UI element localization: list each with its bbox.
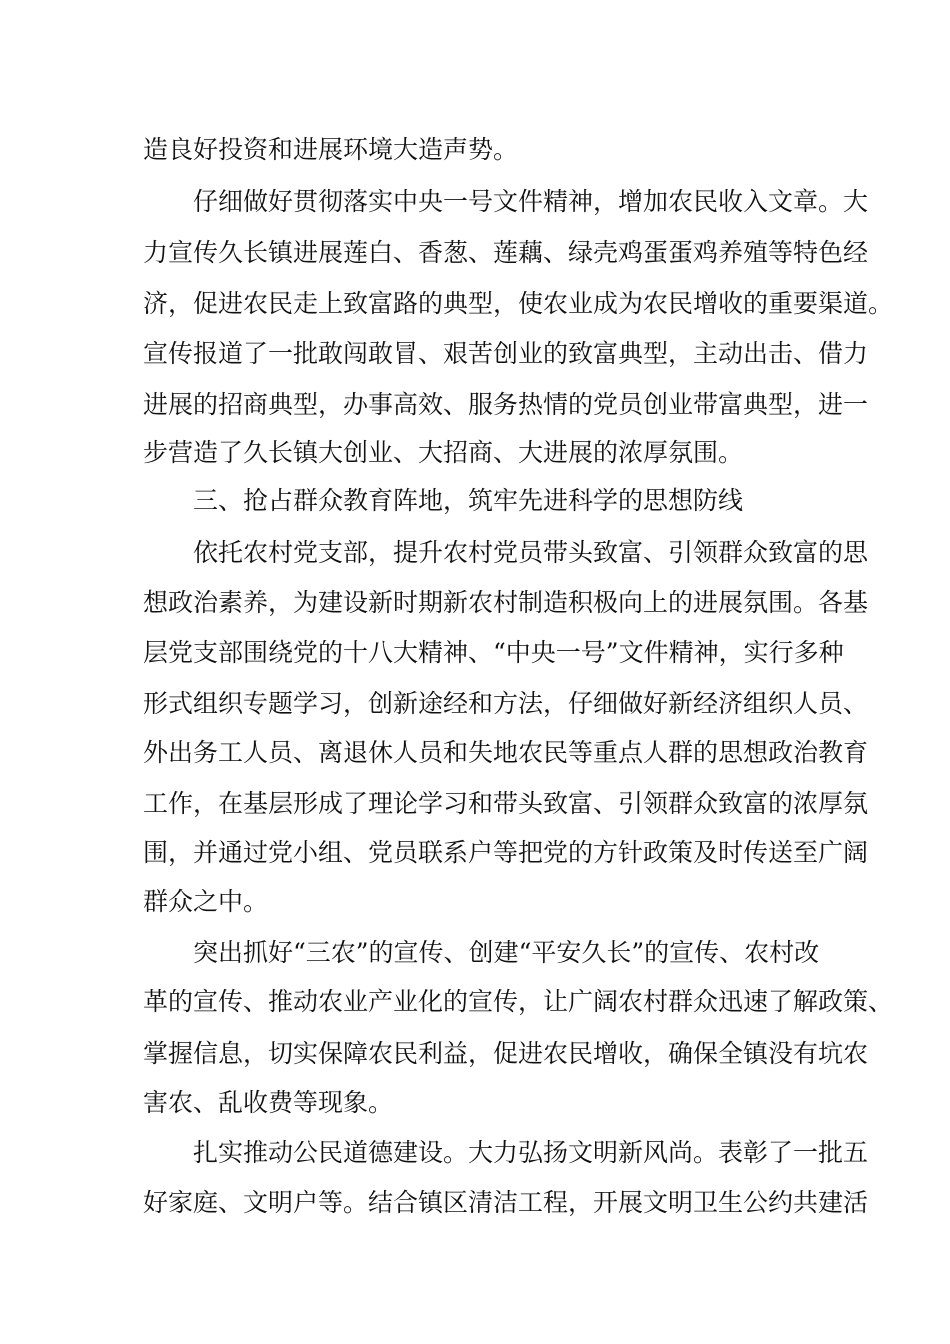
section-heading: 三、抢占群众教育阵地，筑牢先进科学的思想防线 <box>193 486 744 515</box>
text-line: 形式组织专题学习，创新途经和方法，仔细做好新经济组织人员、 <box>143 689 869 718</box>
text-line: 想政治素养，为建设新时期新农村制造积极向上的进展氛围。各基 <box>143 588 869 617</box>
text-line: 工作，在基层形成了理论学习和带头致富、引领群众致富的浓厚氛 <box>143 789 869 818</box>
text-line: 扎实推动公民道德建设。大力弘扬文明新风尚。表彰了一批五 <box>193 1138 869 1167</box>
text-line: 围，并通过党小组、党员联系户等把党的方针政策及时传送至广阔 <box>143 838 869 867</box>
text-line: 革的宣传、推动农业产业化的宣传，让广阔农村群众迅速了解政策、 <box>143 987 894 1016</box>
text-line: 力宣传久长镇进展莲白、香葱、莲藕、绿壳鸡蛋蛋鸡养殖等特色经 <box>143 238 869 267</box>
text-line: 仔细做好贯彻落实中央一号文件精神，增加农民收入文章。大 <box>193 187 869 216</box>
text-line: 外出务工人员、离退休人员和失地农民等重点人群的思想政治教育 <box>143 738 869 767</box>
text-line: 层党支部围绕党的十八大精神、“中央一号”文件精神，实行多种 <box>143 638 844 667</box>
text-line: 害农、乱收费等现象。 <box>143 1088 394 1117</box>
text-line: 群众之中。 <box>143 887 269 916</box>
text-line: 依托农村党支部，提升农村党员带头致富、引领群众致富的思 <box>193 538 869 567</box>
text-line: 突出抓好“三农”的宣传、创建“平安久长”的宣传、农村改 <box>193 938 820 967</box>
text-line: 步营造了久长镇大创业、大招商、大进展的浓厚氛围。 <box>143 438 744 467</box>
text-line: 掌握信息，切实保障农民利益，促进农民增收，确保全镇没有坑农 <box>143 1039 869 1068</box>
text-line: 造良好投资和进展环境大造声势。 <box>143 135 519 164</box>
text-line: 进展的招商典型，办事高效、服务热情的党员创业带富典型，进一 <box>143 390 869 419</box>
text-line: 好家庭、文明户等。结合镇区清洁工程，开展文明卫生公约共建活 <box>143 1188 869 1217</box>
text-line: 宣传报道了一批敢闯敢冒、艰苦创业的致富典型，主动出击、借力 <box>143 339 869 368</box>
text-line: 济，促进农民走上致富路的典型，使农业成为农民增收的重要渠道。 <box>143 289 894 318</box>
